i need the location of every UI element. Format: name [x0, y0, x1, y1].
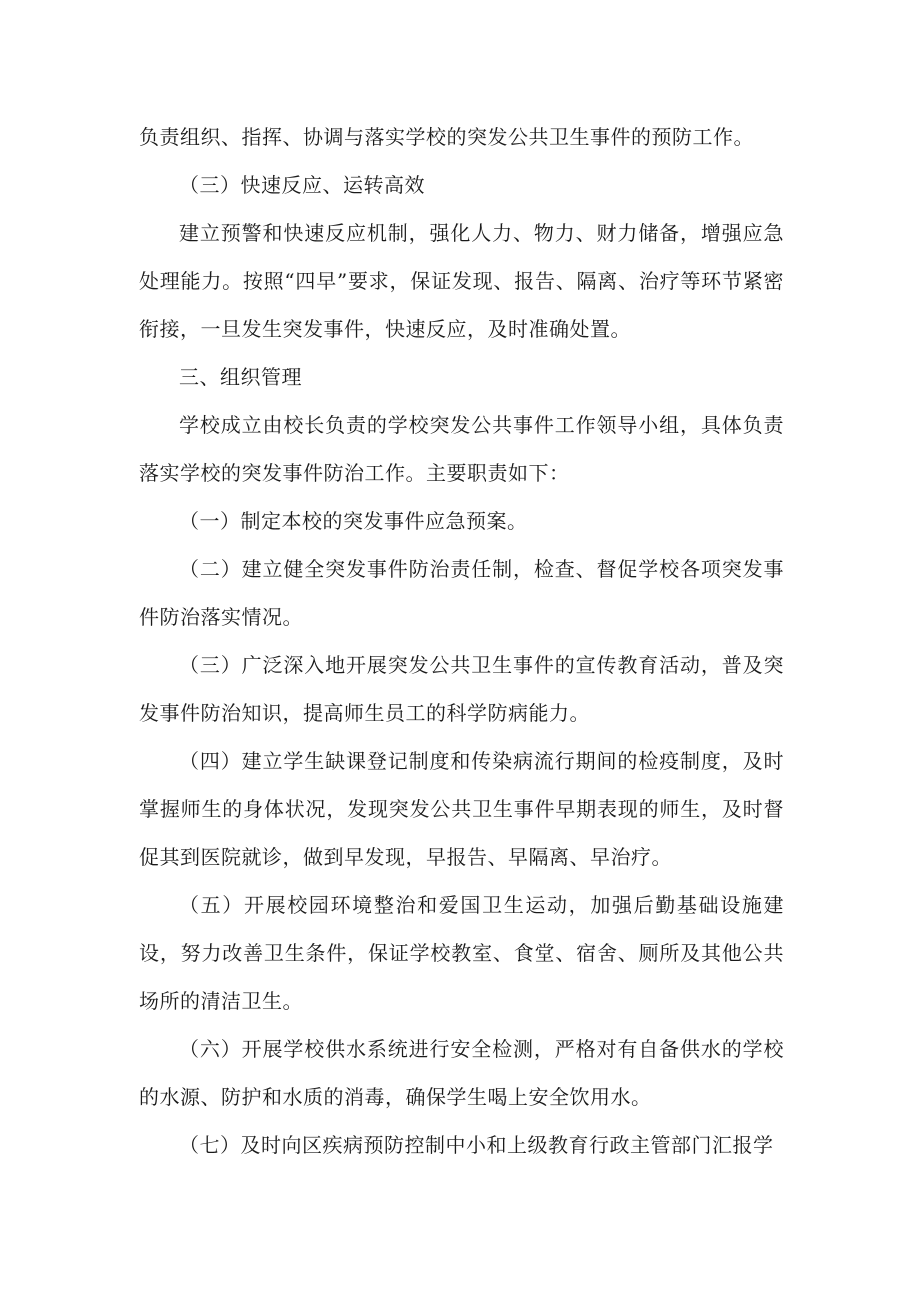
paragraph-leadership-group: 学校成立由校长负责的学校突发公共事件工作领导小组，具体负责落实学校的突发事件防治工作。主要职责如下：	[139, 413, 784, 485]
duty-item-3: （三）广泛深入地开展突发公共卫生事件的宣传教育活动，普及突发事件防治知识，提高师生员工的科学防病能力。	[139, 653, 784, 725]
section-heading-organization: 三、组织管理	[179, 365, 302, 389]
document-body	[139, 113, 784, 1169]
paragraph-early-warning: 建立预警和快速反应机制，强化人力、物力、财力储备，增强应急处理能力。按照“四早”要求，保证发现、报告、隔离、治疗等环节紧密衔接，一旦发生突发事件，快速反应，及时准确处置。	[139, 221, 784, 341]
duty-item-6: （六）开展学校供水系统进行安全检测，严格对有自备供水的学校的水源、防护和水质的消毒，确保学生喝上安全饮用水。	[139, 1037, 784, 1109]
paragraph-continuation: 负责组织、指挥、协调与落实学校的突发公共卫生事件的预防工作。	[139, 125, 754, 149]
duty-item-4: （四）建立学生缺课登记制度和传染病流行期间的检疫制度，及时掌握师生的身体状况，发现突发公共卫生事件早期表现的师生，及时督促其到医院就诊，做到早发现，早报告、早隔离、早治疗。	[139, 749, 784, 869]
duty-item-5: （五）开展校园环境整治和爱国卫生运动，加强后勤基础设施建设，努力改善卫生条件，保证学校教室、食堂、宿舍、厕所及其他公共场所的清洁卫生。	[139, 893, 784, 1013]
duty-item-1: （一）制定本校的突发事件应急预案。	[179, 509, 528, 533]
duty-item-2: （二）建立健全突发事件防治责任制，检查、督促学校各项突发事件防治落实情况。	[139, 557, 784, 629]
section-heading-rapid-response: （三）快速反应、运转高效	[179, 173, 425, 197]
duty-item-7: （七）及时向区疾病预防控制中小和上级教育行政主管部门汇报学	[179, 1133, 774, 1157]
